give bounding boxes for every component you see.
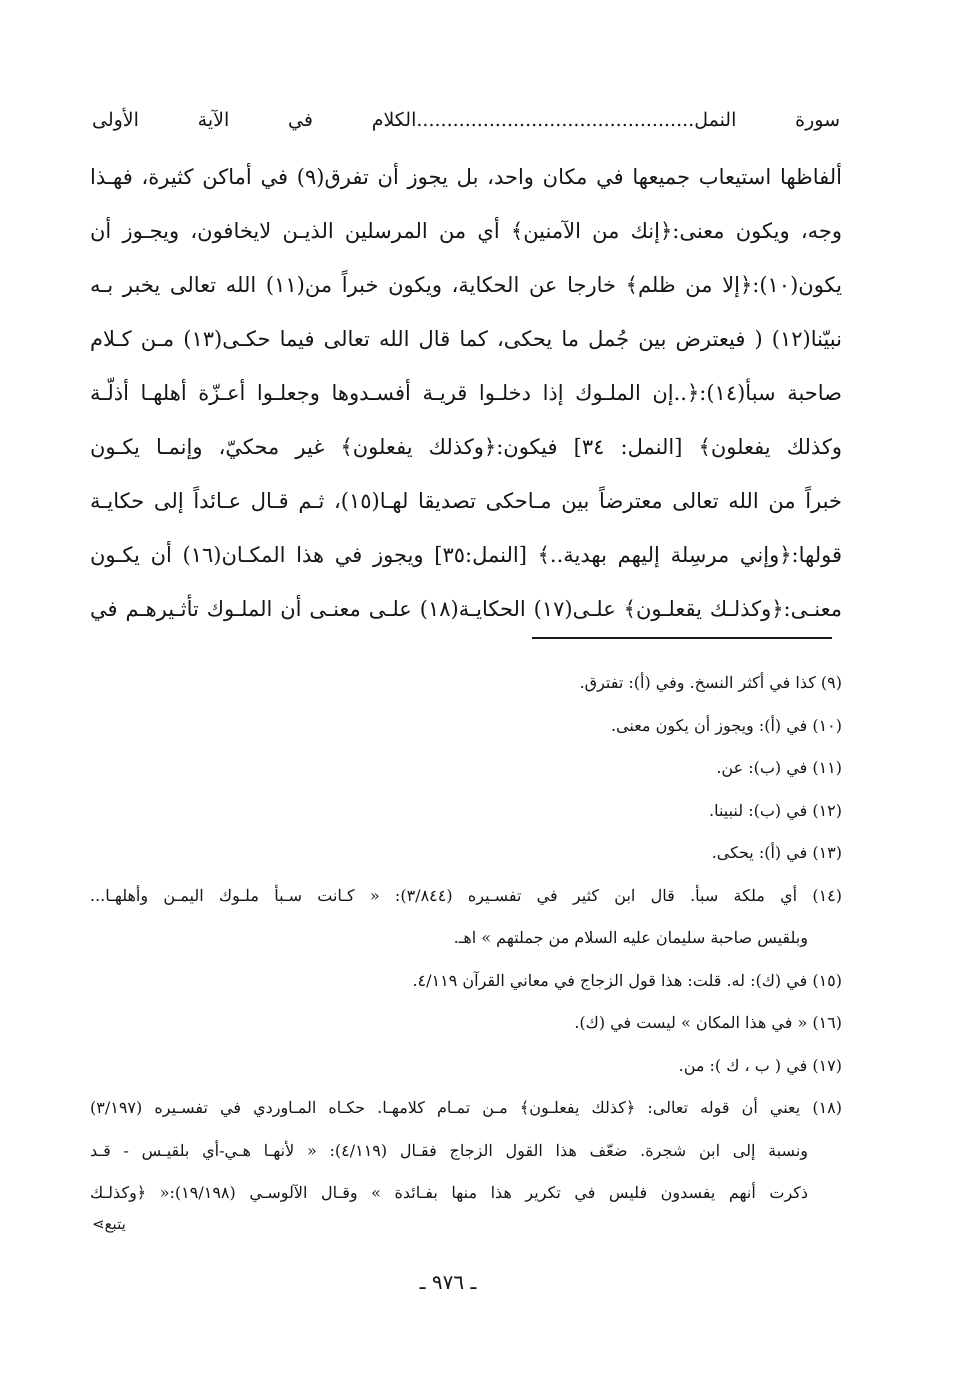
footnotes <box>90 662 842 1215</box>
footnote-14: (١٤) أي ملكة سبأ. قال ابن كثير في تفسـيره (٣/٨٤٤): « كـانت سـبأ ملـوك اليمـن وأهلهـا... <box>90 885 842 905</box>
footnote-11: (١١) في (ب): عن. <box>716 758 842 777</box>
footnote-10: (١٠) في (أ): ويجوز أن يكون معنى. <box>610 715 842 735</box>
footnote-15: (١٥) في (ك): له. قلت: هذا قول الزجاج في معاني القرآن ٤/١١٩. <box>412 970 842 990</box>
body-line: قولها:﴿وإني مرسِلة إليهم بهدية..﴾ [النمل:٣٥] ويجوز في هذا المكـان(١٦) أن يكـون <box>90 543 842 567</box>
running-header-text: سورة النمل..............................................الكلام في الآية الأولى <box>92 109 840 131</box>
body-line: وكذلك يفعلون﴾ [النمل: ٣٤] فيكون:﴿وكذلك يفعلون﴾ غير محكيّ، وإنمـا يكـون <box>90 435 842 459</box>
body-line: وجه، ويكون معنى:﴿إنك من الآمنين﴾ أي من المرسلين الذيـن لايخافون، ويجـوز أن <box>90 219 842 243</box>
body-line: خبراً من الله تعالى معترضاً بين مـاحكى تصديقا لهـا(١٥)، ثـم قـال عـائداً إلى حكايـة <box>90 489 842 513</box>
footnote-14-continuation: وبلقيس صاحبة سليمان عليه السلام من جملتهم » اهـ. <box>453 928 808 947</box>
body-line: معنـى:﴿وكذلـك يقعلـون﴾ علـى(١٧) الحكايـة(١٨) علـى معنـى أن الملـوك تأثـيرهـم في <box>90 597 842 621</box>
footnote-18: (١٨) يعني أن قوله تعالى: ﴿كذلك يفعلـون﴾ مـن تمـام كلامهـا. حكـاه المـاوردي في تفسـيره (٣/١٩٧) <box>90 1098 842 1117</box>
footnote-17: (١٧) في ( ب ، ك ): من. <box>678 1055 842 1075</box>
footnote-separator <box>532 637 832 639</box>
continued-marker: يتبع⋗ <box>92 1215 126 1233</box>
footnote-12: (١٢) في (ب): لنبينا. <box>708 800 842 820</box>
footnote-18-continuation: ونسبة إلى ابن شجرة. ضعّف هذا القول الزجاج فقـال (٤/١١٩): « لأنهـا هـي-أي بلقيـس - قـد <box>90 1140 809 1160</box>
body-line: ألفاظها استيعاب جميعها في مكان واحد، بل يجوز أن تفرق(٩) في أماكن كثيرة، فهـذا <box>90 165 842 189</box>
body-line: صاحبة سبأ(١٤):﴿..إن الملـوك إذا دخلـوا قريـة أفسـدوها وجعلـوا أعـزّة أهلهـا أذلّـة <box>90 381 842 405</box>
footnote-13: (١٣) في (أ): يحكى. <box>711 843 842 862</box>
body-line: يكون(١٠):﴿إلا من ظلم﴾ خارجا عن الحكاية، ويكون خبراً من(١١) الله تعالى يخبر بـه <box>90 273 842 297</box>
footnote-18-continuation: ذكرت أنهم يفسدون فليس في تكرير هذا منها بفـائدة » وقـال الآلوسـي (١٩/١٩٨):« ﴿وكذلـك <box>90 1183 809 1202</box>
footnote-9: (٩) كذا في أكثر النسخ. وفي (أ): تفترق. <box>579 673 842 692</box>
main-text <box>90 150 842 636</box>
body-line: نبيّنا(١٢) ( فيعترض بين جُمل ما يحكى، كما قال الله تعالى فيما حكـى(١٣) مـن كـلام <box>90 327 842 351</box>
page-number: ـ ٩٧٦ ـ <box>419 1270 477 1294</box>
running-header <box>92 100 840 140</box>
footnote-16: (١٦) « في هذا المكان » ليست في (ك). <box>574 1013 842 1032</box>
